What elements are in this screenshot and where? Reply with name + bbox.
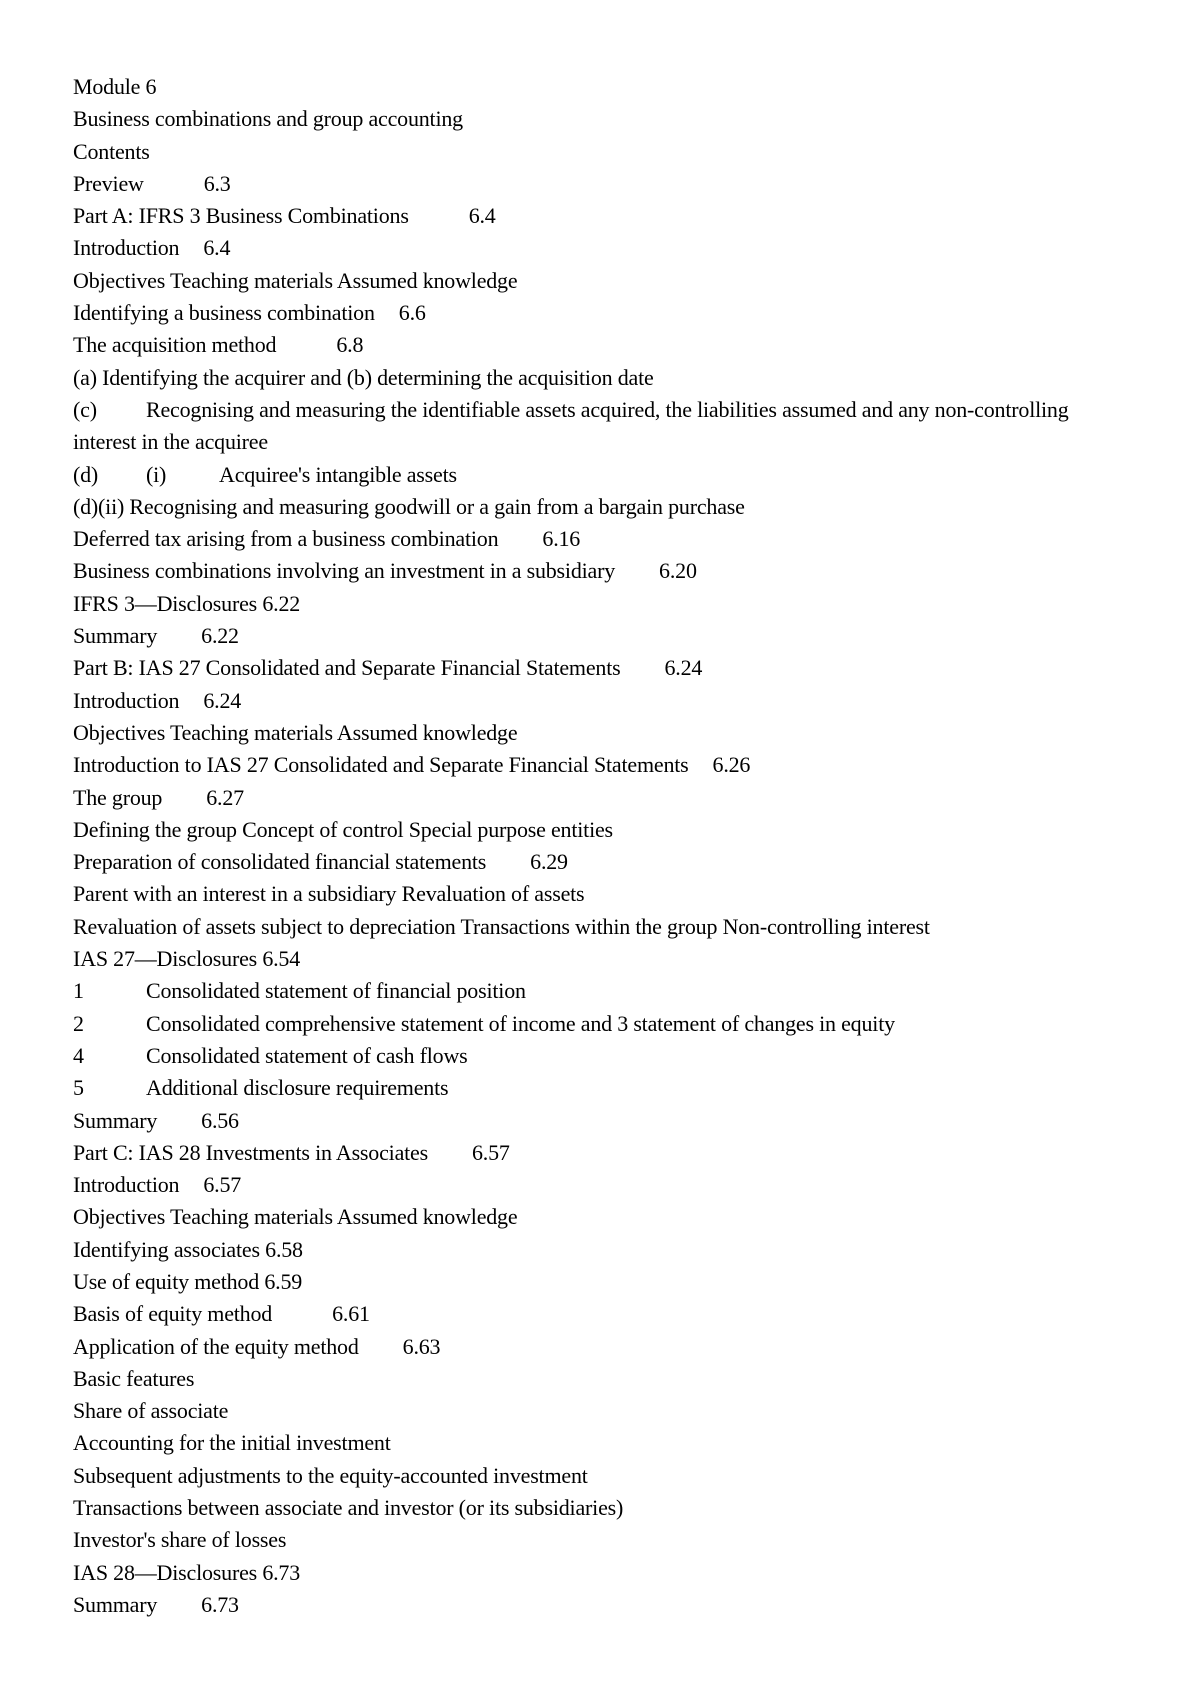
toc-entry-title: Application of the equity method bbox=[73, 1333, 359, 1359]
toc-entry-title: Use of equity method bbox=[73, 1268, 260, 1294]
toc-entry-title: Part B: IAS 27 Consolidated and Separate Financial Statements bbox=[73, 655, 621, 681]
toc-entry-title: Summary bbox=[73, 1591, 158, 1617]
toc-entry bbox=[73, 814, 1133, 846]
toc-entry-title: Introduction to IAS 27 Consolidated and Separate Financial Statements bbox=[73, 752, 689, 778]
toc-entry bbox=[73, 523, 1133, 555]
toc-entry-title: Accounting for the initial investment bbox=[73, 1430, 391, 1456]
toc-entry-page-number: 6.59 bbox=[264, 1268, 303, 1294]
toc-entry bbox=[73, 362, 1133, 394]
toc-entry-page-number: 6.27 bbox=[206, 784, 244, 810]
toc-entry-title: Revaluation of assets subject to depreciation Transactions within the group Non-controlling interest bbox=[73, 913, 930, 939]
toc-entry-title: Consolidated comprehensive statement of income and 3 statement of changes in equity bbox=[146, 1010, 895, 1036]
toc-entry-page-number: 6.63 bbox=[402, 1333, 441, 1359]
toc-entry-title: Objectives Teaching materials Assumed knowledge bbox=[73, 719, 518, 745]
toc-entry bbox=[73, 1008, 1133, 1040]
toc-entry-title: Preparation of consolidated financial statements bbox=[73, 849, 487, 875]
toc-entry-page-number: 6.73 bbox=[201, 1591, 239, 1617]
toc-entry-page-number: 6.54 bbox=[262, 946, 301, 972]
toc-entry-title: Objectives Teaching materials Assumed knowledge bbox=[73, 267, 518, 293]
toc-entry-marker: 4 bbox=[73, 1042, 84, 1068]
toc-entry-page-number: 6.24 bbox=[203, 687, 242, 713]
toc-entry-title: Share of associate bbox=[73, 1398, 229, 1424]
toc-entry bbox=[73, 911, 1133, 943]
toc-entry bbox=[73, 1363, 1133, 1395]
toc-entry-title: IAS 28—Disclosures bbox=[73, 1559, 258, 1585]
toc-entry-title: Transactions between associate and investor (or its subsidiaries) bbox=[73, 1495, 624, 1521]
toc-entry-title: (d)(ii) Recognising and measuring goodwill or a gain from a bargain purchase bbox=[73, 493, 745, 519]
toc-entry-page-number: 6.4 bbox=[203, 235, 231, 261]
toc-entry-page-number: 6.57 bbox=[471, 1139, 510, 1165]
toc-entry-title: Summary bbox=[73, 1107, 158, 1133]
toc-entry bbox=[73, 1201, 1133, 1233]
toc-entry-page-number: 6.26 bbox=[712, 752, 751, 778]
toc-entry bbox=[73, 782, 1133, 814]
toc-entry bbox=[73, 329, 1133, 361]
toc-entry bbox=[73, 1266, 1133, 1298]
table-of-contents bbox=[73, 168, 1133, 1621]
toc-entry bbox=[73, 1524, 1133, 1556]
toc-entry-title: Identifying a business combination bbox=[73, 300, 375, 326]
toc-entry-page-number: 6.4 bbox=[468, 203, 496, 229]
toc-entry bbox=[73, 1589, 1133, 1621]
toc-entry-page-number: 6.3 bbox=[203, 170, 231, 196]
toc-entry-title: IAS 27—Disclosures bbox=[73, 946, 258, 972]
toc-entry-title: Investor's share of losses bbox=[73, 1527, 287, 1553]
toc-entry-marker: 5 bbox=[73, 1075, 84, 1101]
toc-entry bbox=[73, 588, 1133, 620]
toc-entry-title: The acquisition method bbox=[73, 332, 277, 358]
toc-entry bbox=[73, 265, 1133, 297]
toc-entry-title: Objectives Teaching materials Assumed knowledge bbox=[73, 1204, 518, 1230]
toc-entry bbox=[73, 1492, 1133, 1524]
toc-entry-page-number: 6.22 bbox=[201, 623, 239, 649]
toc-entry-page-number: 6.20 bbox=[659, 558, 697, 584]
toc-entry-title: Summary bbox=[73, 623, 158, 649]
toc-entry-title: Deferred tax arising from a business combination bbox=[73, 526, 499, 552]
toc-entry bbox=[73, 491, 1133, 523]
toc-entry-page-number: 6.61 bbox=[332, 1301, 370, 1327]
toc-entry-title: Introduction bbox=[73, 687, 180, 713]
toc-entry bbox=[73, 1331, 1133, 1363]
toc-entry bbox=[73, 1557, 1133, 1589]
toc-entry-title: Basis of equity method bbox=[73, 1301, 273, 1327]
toc-entry bbox=[73, 200, 1133, 232]
toc-entry-page-number: 6.56 bbox=[201, 1107, 239, 1133]
toc-entry-title: Subsequent adjustments to the equity-accounted investment bbox=[73, 1462, 588, 1488]
toc-entry-title: Basic features bbox=[73, 1365, 195, 1391]
toc-entry bbox=[73, 975, 1133, 1007]
toc-entry bbox=[73, 1460, 1133, 1492]
toc-entry-page-number: 6.6 bbox=[398, 300, 426, 326]
toc-entry bbox=[73, 168, 1133, 200]
toc-entry bbox=[73, 1040, 1133, 1072]
toc-entry-title: Identifying associates bbox=[73, 1236, 260, 1262]
toc-entry bbox=[73, 459, 1133, 491]
toc-entry-title: Consolidated statement of financial position bbox=[146, 978, 526, 1004]
toc-entry bbox=[73, 1105, 1133, 1137]
toc-entry-submarker: (i) bbox=[146, 461, 167, 487]
toc-entry-page-number: 6.58 bbox=[265, 1236, 303, 1262]
toc-entry-title: Introduction bbox=[73, 1172, 180, 1198]
module-title: Business combinations and group accounting bbox=[73, 106, 463, 132]
toc-entry-title: IFRS 3—Disclosures bbox=[73, 590, 258, 616]
toc-entry bbox=[73, 749, 1133, 781]
toc-entry bbox=[73, 1137, 1133, 1169]
toc-entry bbox=[73, 232, 1133, 264]
toc-entry bbox=[73, 1427, 1133, 1459]
toc-entry-page-number: 6.8 bbox=[336, 332, 364, 358]
contents-heading: Contents bbox=[73, 138, 150, 164]
toc-entry-title: Additional disclosure requirements bbox=[146, 1075, 449, 1101]
toc-entry-title: Defining the group Concept of control Special purpose entities bbox=[73, 816, 613, 842]
toc-entry-page-number: 6.57 bbox=[203, 1172, 242, 1198]
toc-entry-title: Business combinations involving an investment in a subsidiary bbox=[73, 558, 616, 584]
toc-entry bbox=[73, 1395, 1133, 1427]
toc-entry-marker: 1 bbox=[73, 978, 84, 1004]
toc-entry bbox=[73, 1298, 1133, 1330]
toc-entry bbox=[73, 685, 1133, 717]
toc-entry-title: Acquiree's intangible assets bbox=[219, 461, 457, 487]
toc-entry bbox=[73, 652, 1133, 684]
toc-entry bbox=[73, 620, 1133, 652]
toc-entry-page-number: 6.73 bbox=[262, 1559, 301, 1585]
toc-entry bbox=[73, 297, 1133, 329]
toc-entry-page-number: 6.29 bbox=[530, 849, 568, 875]
document-page bbox=[73, 71, 1133, 1621]
toc-entry bbox=[73, 878, 1133, 910]
toc-entry bbox=[73, 943, 1133, 975]
toc-entry-marker: (c) bbox=[73, 396, 97, 422]
toc-entry bbox=[73, 1234, 1133, 1266]
toc-entry bbox=[73, 717, 1133, 749]
toc-entry-title: Parent with an interest in a subsidiary Revaluation of assets bbox=[73, 881, 585, 907]
toc-entry-title: (a) Identifying the acquirer and (b) determining the acquisition date bbox=[73, 364, 654, 390]
toc-entry bbox=[73, 555, 1133, 587]
toc-entry bbox=[73, 1072, 1133, 1104]
toc-entry-marker: 2 bbox=[73, 1010, 84, 1036]
module-label: Module 6 bbox=[73, 74, 157, 99]
toc-entry-marker: (d) bbox=[73, 461, 99, 487]
toc-entry-title: Introduction bbox=[73, 235, 180, 261]
toc-entry-title: Preview bbox=[73, 170, 144, 196]
toc-entry-title: The group bbox=[73, 784, 163, 810]
toc-entry-page-number: 6.16 bbox=[542, 526, 581, 552]
toc-entry-page-number: 6.22 bbox=[262, 590, 301, 616]
toc-entry bbox=[73, 394, 1133, 459]
toc-entry bbox=[73, 1169, 1133, 1201]
toc-entry-title: Part C: IAS 28 Investments in Associates bbox=[73, 1139, 428, 1165]
toc-entry-page-number: 6.24 bbox=[664, 655, 703, 681]
toc-entry-title: Part A: IFRS 3 Business Combinations bbox=[73, 203, 409, 229]
toc-entry-title: Recognising and measuring the identifiable assets acquired, the liabilities assumed and any non-controlling interest in the acquiree bbox=[73, 396, 1069, 455]
toc-entry bbox=[73, 846, 1133, 878]
toc-entry-title: Consolidated statement of cash flows bbox=[146, 1042, 468, 1068]
